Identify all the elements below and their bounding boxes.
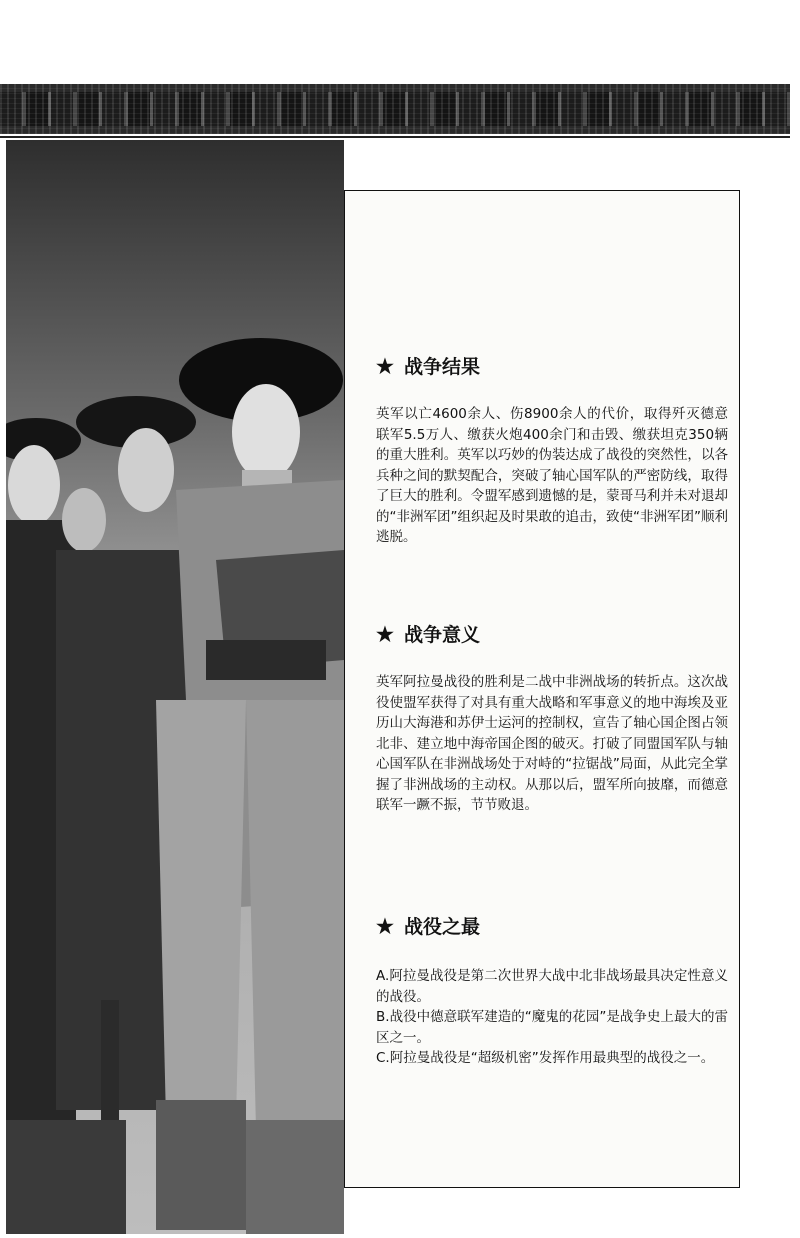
header-band bbox=[0, 84, 790, 134]
list-item: A.阿拉曼战役是第二次世界大战中北非战场最具决定性意义的战役。 bbox=[376, 968, 728, 1005]
section-title-text: 战争结果 bbox=[403, 356, 480, 378]
section-title-records bbox=[376, 912, 480, 939]
section-body-results: 英军以亡4600余人、伤8900余人的代价，取得歼灭德意联军5.5万人、缴获火炮400余门和击毁、缴获坦克350辆的重大胜利。英军以巧妙的伪装达成了战役的突然性，以各兵种之间的默契配合，突破了轴心国军队的严密防线，取得了巨大的胜利。令盟军感到遗憾的是，蒙哥马利并未对退却的“非洲军团”组织起及时果敢的追击，致使“非洲军团”顺利逃脱。 bbox=[376, 406, 728, 545]
section-body-significance: 英军阿拉曼战役的胜利是二战中非洲战场的转折点。这次战役使盟军获得了对具有重大战略和军事意义的地中海埃及亚历山大海港和苏伊士运河的控制权，宣告了轴心国企图占领北非、建立地中海帝国企图的破灭。打破了同盟国军队与轴心国军队在非洲战场处于对峙的“拉锯战”局面，从此完全掌握了非洲战场的主动权。从那以后，盟军所向披靡，而德意联军一蹶不振，节节败退。 bbox=[376, 674, 728, 813]
section-title-significance bbox=[376, 620, 480, 647]
list-item: B.战役中德意联军建造的“魔鬼的花园”是战争史上最大的雷区之一。 bbox=[376, 1009, 728, 1046]
soldiers-photo bbox=[6, 140, 344, 1234]
header-rule bbox=[0, 136, 790, 138]
records-list bbox=[376, 966, 728, 1069]
section-title-text: 战役之最 bbox=[403, 916, 480, 938]
star-icon: ★ bbox=[376, 621, 394, 646]
section-title-results bbox=[376, 352, 480, 379]
soldiers-illustration bbox=[6, 140, 344, 1234]
section-title-text: 战争意义 bbox=[403, 624, 480, 646]
star-icon: ★ bbox=[376, 913, 394, 938]
star-icon: ★ bbox=[376, 353, 394, 378]
list-item: C.阿拉曼战役是“超级机密”发挥作用最典型的战役之一。 bbox=[376, 1050, 715, 1066]
header-grain bbox=[0, 84, 790, 134]
